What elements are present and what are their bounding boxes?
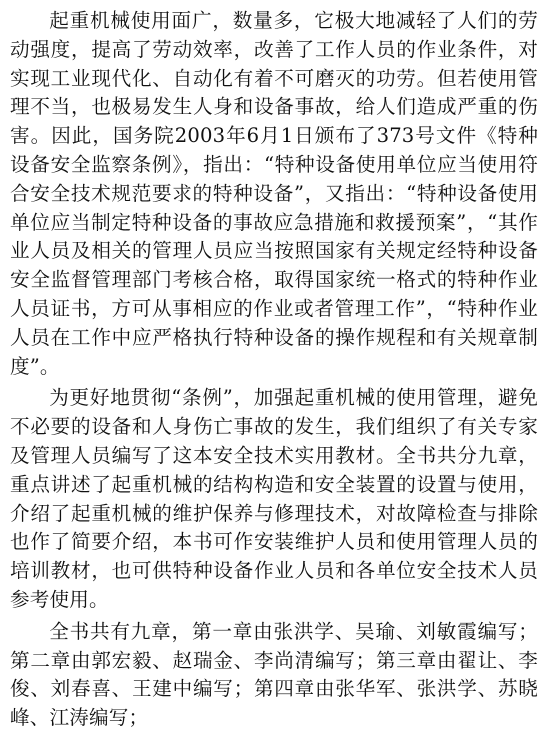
- paragraph-regulations-background: 起重机械使用面广，数量多，它极大地减轻了人们的劳动强度，提高了劳动效率，改善了工作人员的作业条件，对实现工业现代化、自动化有着不可磨灭的功劳。但若使用管理不当，也极易发生人身和设备事故，给人们造成严重的伤害。因此，国务院2003年6月1日颁布了373号文件《特种设备安全监察条例》，指出：“特种设备使用单位应当使用符合安全技术规范要求的特种设备”，又指出：“特种设备使用单位应当制定特种设备的事故应急措施和救援预案”，“其作业人员及相关的管理人员应当按照国家有关规定经特种设备安全监督管理部门考核合格，取得国家统一格式的特种作业人员证书，方可从事相应的作业或者管理工作”，“特种作业人员在工作中应严格执行特种设备的操作规程和有关规章制度”。: [10, 9, 538, 378]
- paragraph-book-purpose: 为更好地贯彻“条例”，加强起重机械的使用管理，避免不必要的设备和人身伤亡事故的发生，我们组织了有关专家及管理人员编写了这本安全技术实用教材。全书共分九章，重点讲述了起重机械的结构构造和安全装置的设置与使用，介绍了起重机械的维护保养与修理技术，对故障检查与排除也作了简要介绍，本书可作安装维护人员和使用管理人员的培训教材，也可供特种设备作业人员和各单位安全技术人员参考使用。: [10, 386, 538, 611]
- paragraph-chapter-authors: 全书共有九章，第一章由张洪学、吴瑜、刘敏霞编写；第二章由郭宏毅、赵瑞金、李尚清编写；第三章由翟让、李俊、刘春喜、王建中编写；第四章由张华军、张洪学、苏晓峰、江涛编写；: [10, 619, 538, 730]
- document-page: [10, 7, 538, 733]
